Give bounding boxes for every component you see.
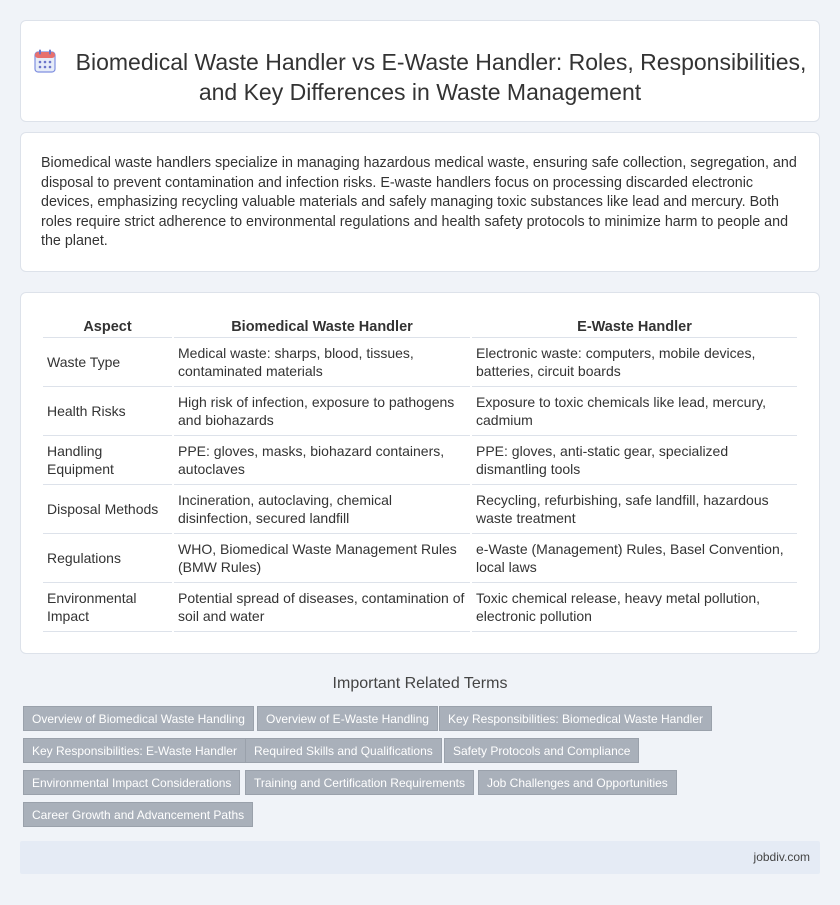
cell-aspect: Waste Type xyxy=(43,338,172,387)
related-term-tag[interactable]: Environmental Impact Considerations xyxy=(23,770,240,795)
intro-paragraph: Biomedical waste handlers specialize in managing hazardous medical waste, ensuring safe collection, segregation, and disposal to prevent contamination and infection risks. E-waste handlers focus on processing discarded electronic devices, emphasizing recycling valuable materials and safely managing toxic substances like lead and mercury. Both roles require strict adherence to environmental regulations and health safety protocols to minimize harm to people and the planet. xyxy=(41,155,797,250)
cell-aspect: Health Risks xyxy=(43,387,172,436)
comparison-card xyxy=(20,292,820,654)
cell-aspect: Handling Equipment xyxy=(43,436,172,485)
cell-ewaste: Recycling, refurbishing, safe landfill, hazardous waste treatment xyxy=(472,485,797,534)
related-term-tag[interactable]: Overview of E-Waste Handling xyxy=(257,706,438,731)
related-term-tag[interactable]: Overview of Biomedical Waste Handling xyxy=(23,706,254,731)
cell-aspect: Regulations xyxy=(43,534,172,583)
cell-ewaste: Electronic waste: computers, mobile devices, batteries, circuit boards xyxy=(472,338,797,387)
table-header-row xyxy=(43,316,797,338)
table-row xyxy=(43,338,797,387)
cell-ewaste: Exposure to toxic chemicals like lead, mercury, cadmium xyxy=(472,387,797,436)
related-term-tag[interactable]: Career Growth and Advancement Paths xyxy=(23,802,253,827)
cell-biomedical: Medical waste: sharps, blood, tissues, contaminated materials xyxy=(174,338,470,387)
cell-ewaste: PPE: gloves, anti-static gear, specialized dismantling tools xyxy=(472,436,797,485)
table-row xyxy=(43,534,797,583)
intro-card xyxy=(20,132,820,272)
cell-aspect: Environmental Impact xyxy=(43,583,172,632)
related-term-tag[interactable]: Job Challenges and Opportunities xyxy=(478,770,677,795)
table-row xyxy=(43,583,797,632)
cell-biomedical: Incineration, autoclaving, chemical disinfection, secured landfill xyxy=(174,485,470,534)
cell-ewaste: Toxic chemical release, heavy metal pollution, electronic pollution xyxy=(472,583,797,632)
footer-site-link[interactable]: jobdiv.com xyxy=(753,850,810,864)
page-title-text: Biomedical Waste Handler vs E-Waste Handler: Roles, Responsibilities, and Key Differences in Waste Management xyxy=(75,49,807,105)
cell-aspect: Disposal Methods xyxy=(43,485,172,534)
table-row xyxy=(43,436,797,485)
cell-biomedical: PPE: gloves, masks, biohazard containers, autoclaves xyxy=(174,436,470,485)
calendar-icon xyxy=(34,49,56,73)
related-term-tag[interactable]: Training and Certification Requirements xyxy=(245,770,474,795)
comparison-table xyxy=(41,316,799,632)
header-biomedical: Biomedical Waste Handler xyxy=(174,316,470,338)
cell-biomedical: High risk of infection, exposure to pathogens and biohazards xyxy=(174,387,470,436)
related-term-tag[interactable]: Required Skills and Qualifications xyxy=(245,738,442,763)
title-card xyxy=(20,20,820,122)
header-aspect: Aspect xyxy=(43,316,172,338)
header-ewaste: E-Waste Handler xyxy=(472,316,797,338)
cell-ewaste: e-Waste (Management) Rules, Basel Convention, local laws xyxy=(472,534,797,583)
cell-biomedical: WHO, Biomedical Waste Management Rules (BMW Rules) xyxy=(174,534,470,583)
related-term-tag[interactable]: Key Responsibilities: Biomedical Waste Handler xyxy=(439,706,712,731)
related-term-tag[interactable]: Key Responsibilities: E-Waste Handler xyxy=(23,738,246,763)
related-term-tag[interactable]: Safety Protocols and Compliance xyxy=(444,738,639,763)
footer xyxy=(20,841,820,874)
table-row xyxy=(43,485,797,534)
table-row xyxy=(43,387,797,436)
page-title xyxy=(21,47,819,107)
related-terms-title: Important Related Terms xyxy=(332,675,508,692)
cell-biomedical: Potential spread of diseases, contamination of soil and water xyxy=(174,583,470,632)
